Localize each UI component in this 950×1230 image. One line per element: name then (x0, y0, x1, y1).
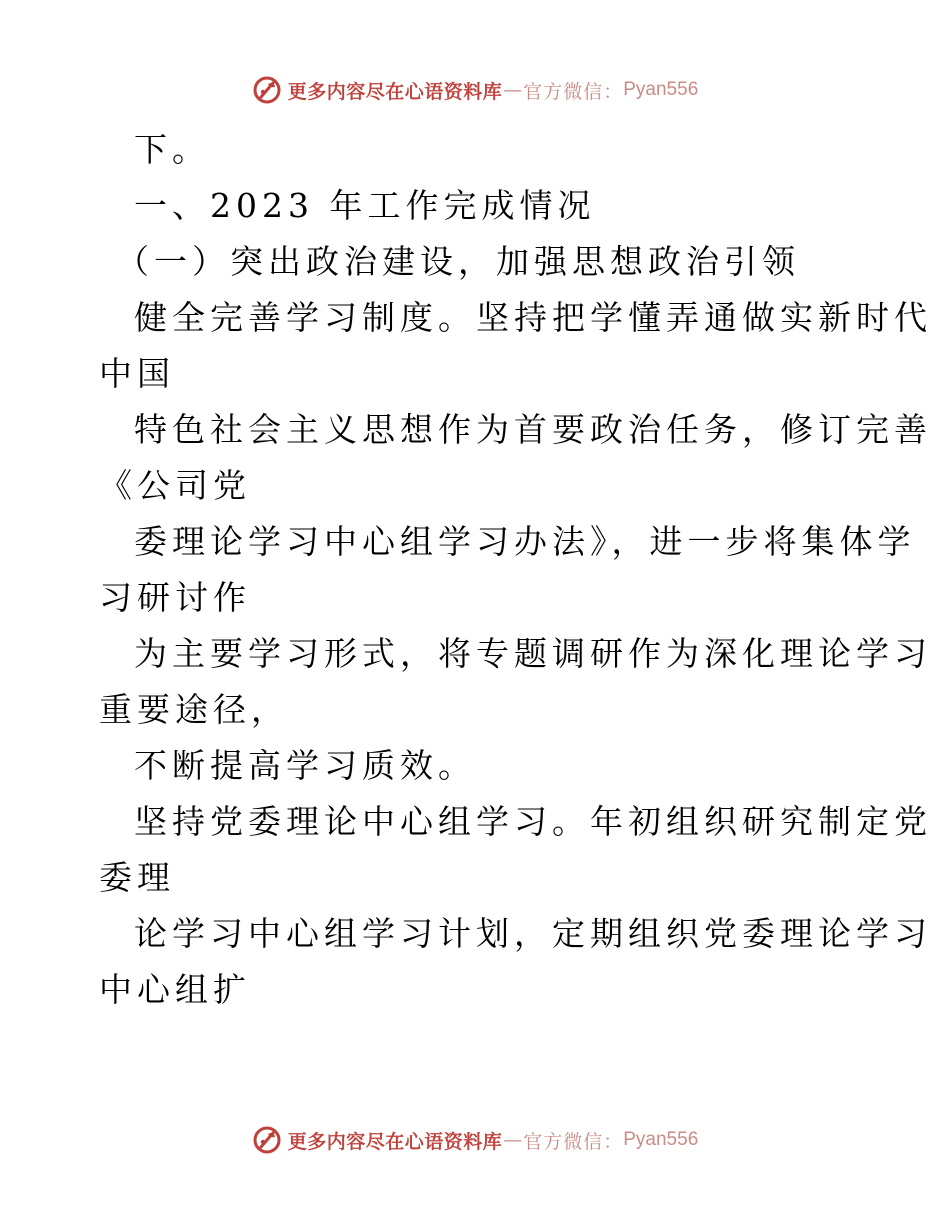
subsection-heading: （一）突出政治建设，加强思想政治引领 (116, 242, 800, 281)
paragraph-line: 下。 (134, 130, 210, 169)
paragraph-line: 《公司党 (99, 466, 251, 505)
watermark-wechat-label: 官方微信： (523, 1130, 624, 1153)
watermark-wechat-label: 官方微信： (523, 80, 624, 103)
quill-logo-icon (252, 1125, 282, 1155)
section-heading: 一、2023 年工作完成情况 (134, 186, 596, 225)
paragraph-line: 论学习中心组学习计划，定期组织党委理论学习 (134, 914, 932, 953)
paragraph-line: 不断提高学习质效。 (134, 746, 476, 785)
paragraph-line: 委理 (99, 858, 175, 897)
watermark-wechat-id: Pyan556 (623, 79, 699, 100)
watermark-title: 更多内容尽在心语资料库 (287, 80, 503, 103)
paragraph-line: 中心组扩 (99, 970, 251, 1009)
watermark-wechat-id: Pyan556 (623, 1129, 699, 1150)
watermark-header (0, 70, 950, 110)
paragraph-line: 重要途径， (99, 690, 289, 729)
paragraph-line: 中国 (99, 354, 175, 393)
paragraph-line: 特色社会主义思想作为首要政治任务，修订完善 (134, 410, 932, 449)
paragraph-line: 坚持党委理论中心组学习。年初组织研究制定党 (134, 802, 932, 841)
watermark-separator: — (503, 1129, 523, 1151)
paragraph-line: 习研讨作 (99, 578, 251, 617)
paragraph-line: 委理论学习中心组学习办法》，进一步将集体学 (134, 522, 916, 561)
paragraph-line: 健全完善学习制度。坚持把学懂弄通做实新时代 (134, 298, 932, 337)
watermark-separator: — (503, 79, 523, 101)
watermark-title: 更多内容尽在心语资料库 (287, 1130, 503, 1153)
paragraph-line: 为主要学习形式，将专题调研作为深化理论学习 (134, 634, 932, 673)
quill-logo-icon (252, 75, 282, 105)
watermark-footer (0, 1120, 950, 1160)
